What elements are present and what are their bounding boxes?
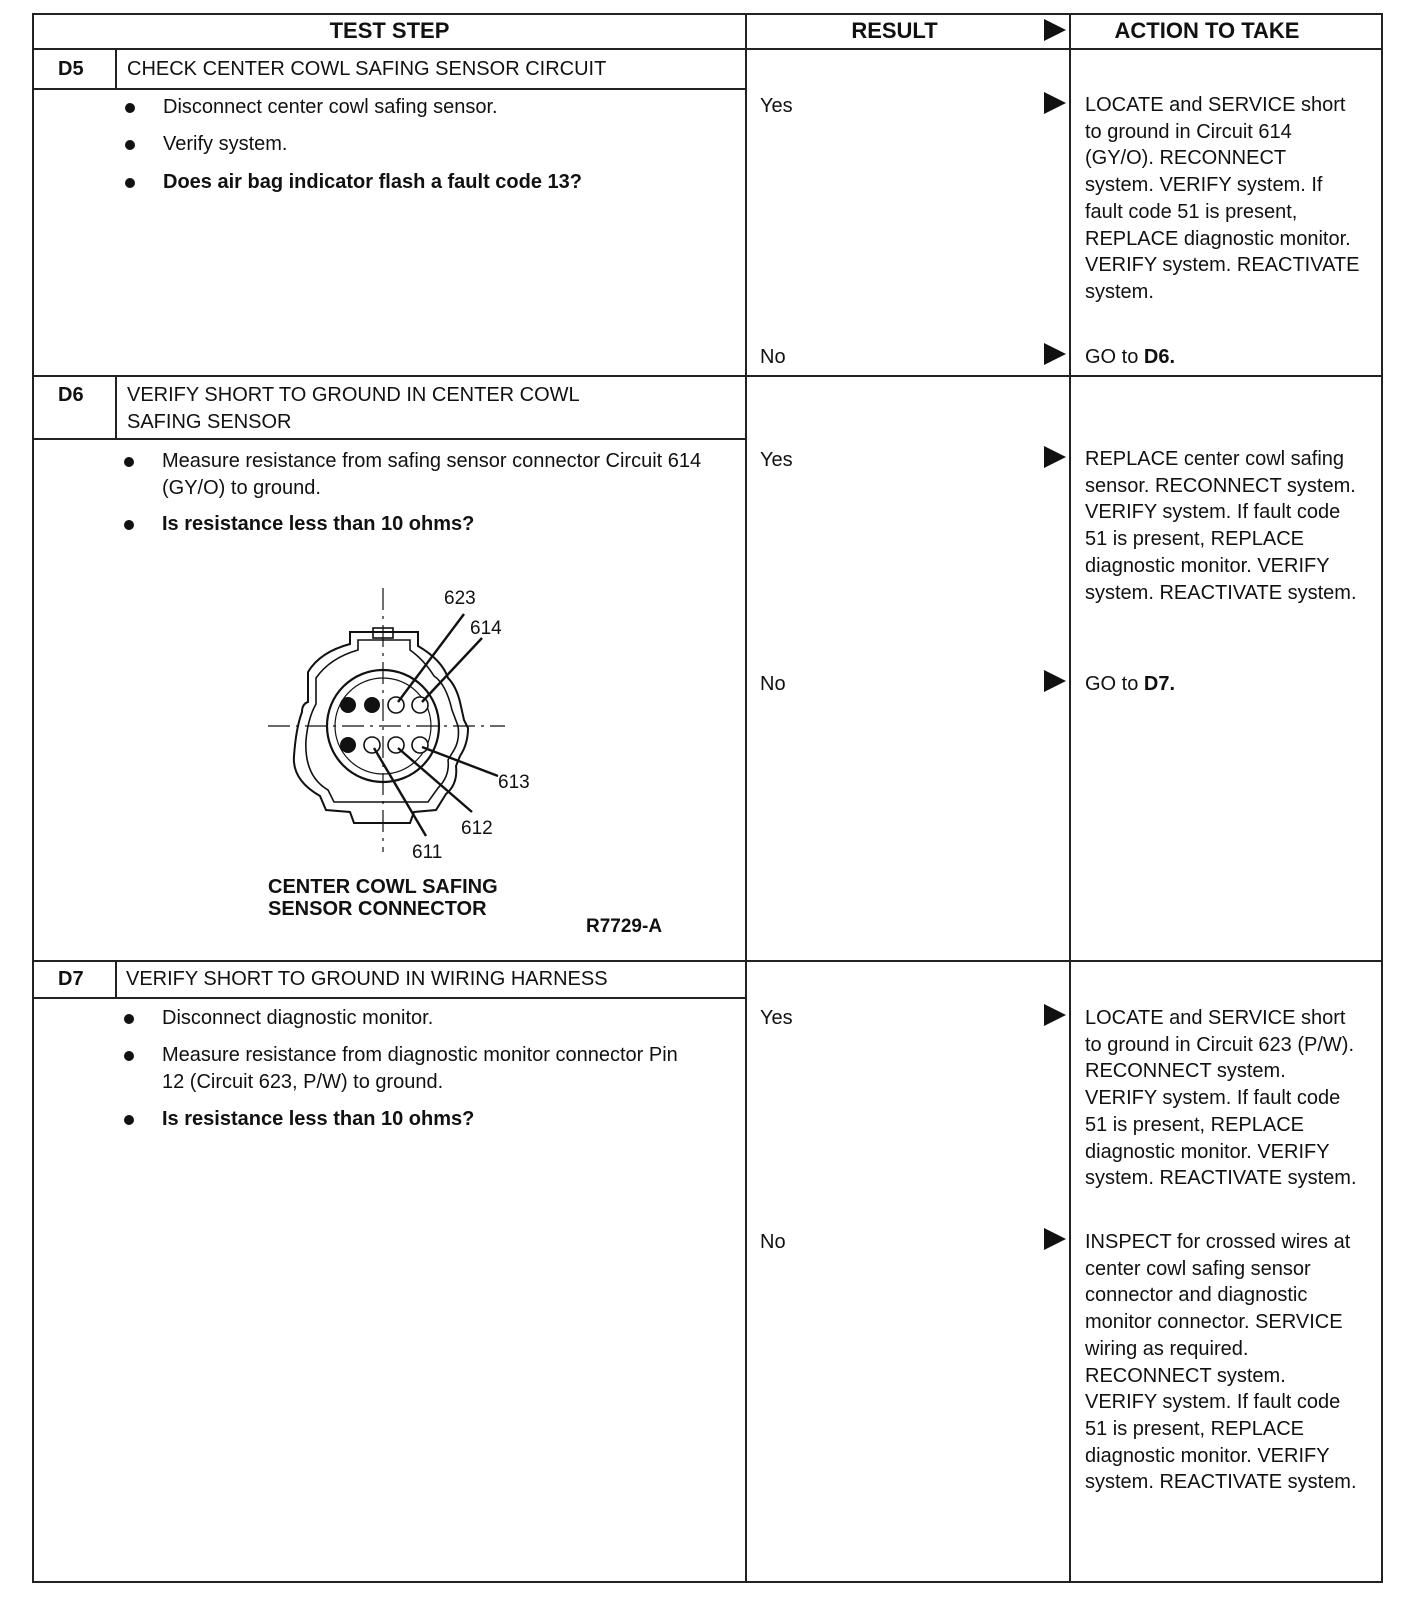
step-question: Does air bag indicator flash a fault code 13? <box>125 169 743 196</box>
pin-label-614: 614 <box>470 618 502 639</box>
result-arrow-icon <box>1044 92 1066 114</box>
action-text <box>1085 344 1360 371</box>
connector-housing-inner <box>306 640 459 802</box>
step-id: D6 <box>58 384 84 406</box>
pin-filled <box>364 697 380 713</box>
result-label: No <box>760 1231 786 1253</box>
action-prefix: GO to <box>1085 346 1144 368</box>
step-id: D7 <box>58 968 84 990</box>
result-label: Yes <box>760 1007 793 1029</box>
leader-613 <box>422 747 498 776</box>
step-divider-d6 <box>32 375 1383 377</box>
step-title-line: SAFING SENSOR <box>127 411 292 433</box>
pin-623 <box>388 697 404 713</box>
step-title-line: VERIFY SHORT TO GROUND IN CENTER COWL <box>127 384 580 406</box>
id-divider-d6 <box>115 377 117 438</box>
step-question: Is resistance less than 10 ohms? <box>124 511 722 538</box>
result-label: Yes <box>760 95 793 117</box>
action-text: LOCATE and SERVICE short to ground in Circuit 614 (GY/O). RECONNECT system. VERIFY system. If fault code 51 is present, REPLACE diagnostic monitor. VERIFY system. REACTIVATE system. <box>1085 94 1360 303</box>
step-title: CHECK CENTER COWL SAFING SENSOR CIRCUIT <box>127 58 607 80</box>
leader-614 <box>422 638 482 702</box>
connector-housing-outer <box>294 632 468 823</box>
column-divider-result <box>745 13 747 1583</box>
step-instruction: Verify system. <box>125 131 733 158</box>
header-arrow-icon <box>1044 19 1066 41</box>
pin-611 <box>364 737 380 753</box>
pin-label-611: 611 <box>412 842 443 863</box>
action-text <box>1085 671 1360 698</box>
step-id: D5 <box>58 58 84 80</box>
pin-label-613: 613 <box>498 772 530 793</box>
title-underline-d6 <box>32 438 745 440</box>
leader-623 <box>398 614 464 702</box>
header-action: ACTION TO TAKE <box>1114 18 1300 43</box>
pin-613 <box>412 737 428 753</box>
diagram-caption <box>268 876 498 920</box>
diagram-reference: R7729-A <box>586 916 663 937</box>
diagram-caption-line: SENSOR CONNECTOR <box>268 898 487 920</box>
id-divider-d5 <box>115 50 117 88</box>
result-arrow-icon <box>1044 670 1066 692</box>
header-test-step: TEST STEP <box>329 18 450 43</box>
result-arrow-icon <box>1044 1228 1066 1250</box>
result-arrow-icon <box>1044 343 1066 365</box>
pin-filled <box>340 737 356 753</box>
step-instruction: Measure resistance from safing sensor connector Circuit 614 (GY/O) to ground. <box>124 448 722 502</box>
result-arrow-icon <box>1044 446 1066 468</box>
result-label: Yes <box>760 449 793 471</box>
title-underline-d7 <box>32 997 745 999</box>
step-instruction: Disconnect center cowl safing sensor. <box>125 94 733 121</box>
action-text: INSPECT for crossed wires at center cowl safing sensor connector and diagnostic monitor connector. SERVICE wiring as required. RECONNECT system. VERIFY system. If fault code 51 is present, REPLACE diagnostic monitor. VERIFY system. REACTIVATE system. <box>1085 1231 1357 1494</box>
result-label: No <box>760 673 786 695</box>
column-divider-action <box>1069 13 1071 1583</box>
step-title: VERIFY SHORT TO GROUND IN WIRING HARNESS <box>126 968 608 990</box>
connector-diagram <box>250 580 570 880</box>
action-step-ref: D7. <box>1143 673 1176 695</box>
action-step-ref: D6. <box>1143 346 1176 368</box>
step-divider-d7 <box>32 960 1383 962</box>
step-question: Is resistance less than 10 ohms? <box>124 1106 722 1133</box>
header-result: RESULT <box>851 18 938 43</box>
result-label: No <box>760 346 786 368</box>
step-instruction: Measure resistance from diagnostic monitor connector Pin 12 (Circuit 623, P/W) to ground. <box>124 1042 702 1096</box>
pin-filled <box>340 697 356 713</box>
action-prefix: GO to <box>1085 673 1144 695</box>
id-divider-d7 <box>115 962 117 997</box>
header-divider <box>32 48 1383 50</box>
action-text: REPLACE center cowl safing sensor. RECONNECT system. VERIFY system. If fault code 51 is present, REPLACE diagnostic monitor. VERIFY system. REACTIVATE system. <box>1085 448 1357 604</box>
diagram-caption-line: CENTER COWL SAFING <box>268 876 498 898</box>
result-arrow-icon <box>1044 1004 1066 1026</box>
title-underline-d5 <box>32 88 745 90</box>
step-instruction: Disconnect diagnostic monitor. <box>124 1005 722 1032</box>
pin-label-623: 623 <box>444 588 476 609</box>
pin-label-612: 612 <box>461 818 493 839</box>
action-text: LOCATE and SERVICE short to ground in Circuit 623 (P/W). RECONNECT system. VERIFY system. If fault code 51 is present, REPLACE diagnostic monitor. VERIFY system. REACTIVATE system. <box>1085 1007 1357 1190</box>
